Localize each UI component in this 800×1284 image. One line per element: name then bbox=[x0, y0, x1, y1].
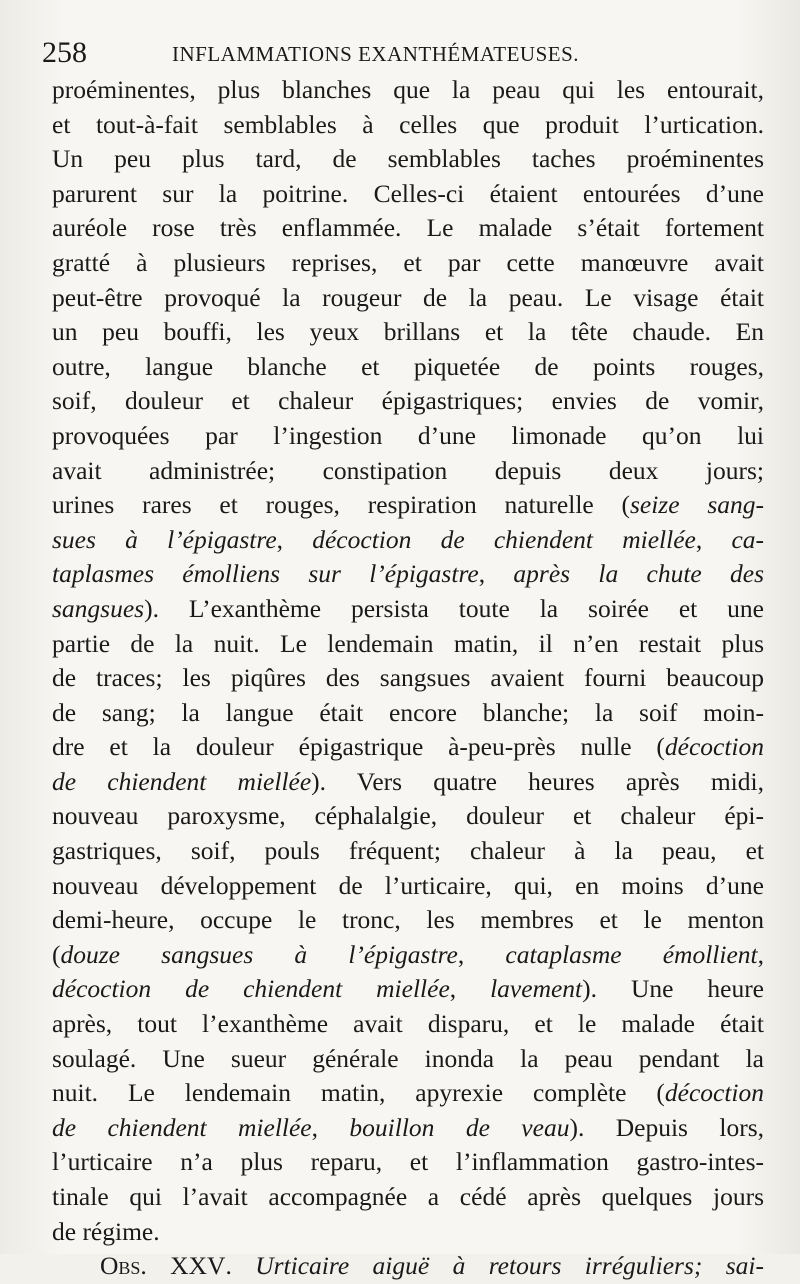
page-header bbox=[42, 36, 762, 76]
text-line bbox=[52, 1145, 764, 1180]
text-segment: partie de la nuit. Le lendemain matin, il n’en restait plus bbox=[52, 628, 764, 658]
text-segment: douze sangsues à l’épigastre bbox=[60, 939, 458, 969]
text-segment: de traces; les piqûres des sangsues avaient fourni beaucoup bbox=[52, 663, 764, 693]
text-segment: parurent sur la poitrine. Celles-ci étaient entourées d’une bbox=[52, 178, 764, 208]
text-line bbox=[52, 315, 764, 350]
text-line bbox=[52, 696, 764, 731]
text-segment: ). Une heure bbox=[582, 974, 764, 1004]
text-segment: lavement bbox=[490, 974, 583, 1004]
text-segment: , bbox=[311, 1112, 350, 1142]
text-line bbox=[52, 211, 764, 246]
text-segment: soif, douleur et chaleur épigastriques; envies de vomir, bbox=[52, 386, 764, 416]
text-segment: seize sang- bbox=[629, 490, 764, 520]
text-segment: Un peu plus tard, de semblables taches proéminentes bbox=[52, 144, 764, 174]
text-line bbox=[52, 627, 764, 662]
text-segment: , bbox=[457, 939, 506, 969]
text-line bbox=[52, 108, 764, 143]
text-segment: sues à l’épigastre bbox=[52, 524, 277, 554]
text-line bbox=[52, 454, 764, 489]
text-segment: outre, langue blanche et piquetée de points rouges, bbox=[52, 351, 764, 381]
text-line bbox=[52, 557, 764, 592]
text-line bbox=[52, 972, 764, 1007]
text-segment: urines rares et rouges, respiration naturelle ( bbox=[52, 490, 630, 520]
text-line bbox=[52, 1180, 764, 1215]
text-line bbox=[52, 730, 764, 765]
text-line bbox=[52, 834, 764, 869]
text-segment: . bbox=[225, 1251, 256, 1281]
text-line bbox=[52, 177, 764, 212]
text-line bbox=[52, 799, 764, 834]
text-segment: , bbox=[695, 524, 732, 554]
text-line bbox=[52, 1249, 764, 1284]
text-segment: dre et la douleur épigastrique à-peu-près nulle ( bbox=[52, 732, 665, 762]
text-segment: ). L’exanthème persista toute la soirée et une bbox=[144, 593, 764, 623]
text-line bbox=[52, 1111, 764, 1146]
text-segment: après la chute des bbox=[513, 559, 765, 589]
text-segment: demi-heure, occupe le tronc, les membres et le menton bbox=[52, 905, 764, 935]
text-line bbox=[52, 281, 764, 316]
text-segment: gratté à plusieurs reprises, et par cette manœuvre avait bbox=[52, 247, 764, 277]
text-segment: provoquées par l’ingestion d’une limonade qu’on lui bbox=[52, 420, 764, 450]
text-segment: proéminentes, plus blanches que la peau qui les entourait, bbox=[52, 75, 764, 104]
text-segment: de régime. bbox=[52, 1216, 160, 1246]
text-line bbox=[52, 488, 764, 523]
page-number: 258 bbox=[42, 36, 87, 69]
text-line bbox=[52, 1215, 764, 1250]
text-line bbox=[52, 523, 764, 558]
text-segment: de chiendent miellée bbox=[52, 1112, 312, 1142]
text-line bbox=[52, 384, 764, 419]
text-segment: nouveau paroxysme, céphalalgie, douleur et chaleur épi- bbox=[52, 801, 764, 831]
text-segment: décoction bbox=[664, 732, 764, 762]
text-segment: ). Vers quatre heures après midi, bbox=[311, 766, 764, 796]
text-segment: l’urticaire n’a plus reparu, et l’inflammation gastro-intes- bbox=[52, 1147, 764, 1177]
text-segment: Urticaire aiguë à retours irréguliers; sai- bbox=[255, 1251, 765, 1281]
text-line bbox=[52, 1007, 764, 1042]
text-segment: , bbox=[449, 974, 491, 1004]
text-segment: taplasmes émolliens sur l’épigastre bbox=[52, 559, 479, 589]
text-segment: gastriques, soif, pouls fréquent; chaleur à la peau, et bbox=[52, 836, 764, 866]
text-line bbox=[52, 1076, 764, 1111]
text-segment: cataplasme émollient bbox=[505, 939, 758, 969]
text-line bbox=[52, 765, 764, 800]
text-segment: Obs. XXV bbox=[100, 1251, 226, 1281]
text-segment: ( bbox=[52, 939, 61, 969]
text-segment: sangsues bbox=[52, 593, 145, 623]
text-segment: après, tout l’exanthème avait disparu, et le malade était bbox=[52, 1009, 764, 1039]
text-segment: , bbox=[276, 524, 313, 554]
text-segment: et tout-à-fait semblables à celles que produit l’urtication. bbox=[52, 109, 764, 139]
text-line bbox=[52, 142, 764, 177]
text-segment: de sang; la langue était encore blanche; la soif moin- bbox=[52, 697, 764, 727]
text-line bbox=[52, 903, 764, 938]
text-segment: auréole rose très enflammée. Le malade s’était fortement bbox=[52, 213, 764, 243]
running-title: INFLAMMATIONS EXANTHÉMATEUSES. bbox=[172, 42, 580, 66]
text-segment: un peu bouffi, les yeux brillans et la tête chaude. En bbox=[52, 317, 764, 347]
text-segment: de chiendent miellée bbox=[52, 766, 312, 796]
text-line bbox=[52, 419, 764, 454]
text-segment: tinale qui l’avait accompagnée a cédé après quelques jours bbox=[52, 1182, 764, 1211]
text-line bbox=[52, 1042, 764, 1077]
text-segment: ca- bbox=[731, 524, 764, 554]
text-line bbox=[52, 869, 764, 904]
text-segment: décoction de chiendent miellée bbox=[312, 524, 696, 554]
body-text bbox=[52, 73, 764, 1284]
text-line bbox=[52, 661, 764, 696]
text-segment: ). Depuis lors, bbox=[569, 1112, 764, 1142]
text-segment: , bbox=[478, 559, 514, 589]
text-line bbox=[52, 938, 764, 973]
text-segment: nouveau développement de l’urticaire, qui, en moins d’une bbox=[52, 870, 764, 900]
text-segment: décoction de chiendent miellée bbox=[52, 974, 450, 1004]
text-line bbox=[52, 350, 764, 385]
text-segment: soulagé. Une sueur générale inonda la peau pendant la bbox=[52, 1043, 764, 1073]
text-segment: bouillon de veau bbox=[349, 1112, 570, 1142]
text-segment: nuit. Le lendemain matin, apyrexie complète ( bbox=[52, 1078, 665, 1108]
text-segment: avait administrée; constipation depuis deux jours; bbox=[52, 455, 764, 485]
text-line bbox=[52, 592, 764, 627]
text-segment: décoction bbox=[664, 1078, 764, 1108]
text-segment: , bbox=[757, 939, 764, 969]
text-segment: peut-être provoqué la rougeur de la peau. Le visage était bbox=[52, 282, 764, 312]
text-line bbox=[52, 246, 764, 281]
text-line bbox=[52, 73, 764, 108]
